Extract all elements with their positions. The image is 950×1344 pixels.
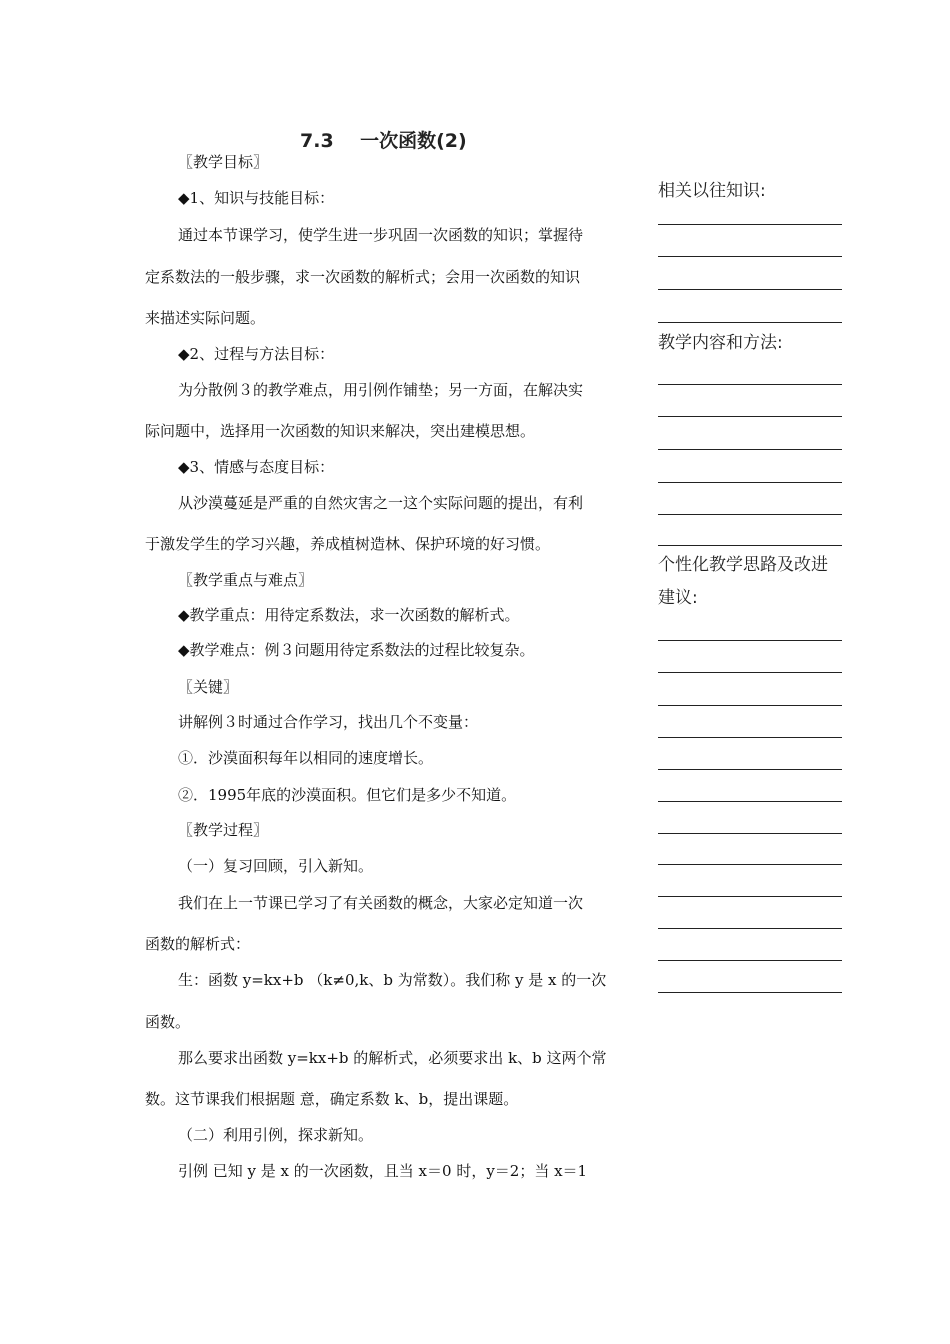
goal-2-heading: ◆2、过程与方法目标： <box>178 345 335 363</box>
blank-line <box>658 384 842 385</box>
difficulty-line: ◆教学难点：例３问题用待定系数法的过程比较复杂。 <box>178 641 535 659</box>
page-title: 7.3 一次函数(2) <box>300 130 467 152</box>
paragraph-line: 际问题中，选择用一次函数的知识来解决，突出建模思想。 <box>145 422 536 440</box>
section-heading-goals: 〖教学目标〗 <box>178 153 269 171</box>
paragraph-line: 通过本节课学习，使学生进一步巩固一次函数的知识；掌握待 <box>178 226 584 244</box>
subsection-heading: （二）利用引例，探求新知。 <box>178 1126 374 1144</box>
blank-line <box>658 514 842 515</box>
sidebar-heading-content-methods: 教学内容和方法: <box>658 333 783 353</box>
paragraph-line: 为分散例３的教学难点，用引例作铺垫；另一方面，在解决实 <box>178 381 584 399</box>
section-heading-process: 〖教学过程〗 <box>178 821 269 839</box>
paragraph-line: 引例 已知 y 是 x 的一次函数，且当 x＝0 时，y＝2；当 x＝1 <box>178 1162 588 1180</box>
section-heading-key-points: 〖教学重点与难点〗 <box>178 571 314 589</box>
paragraph-line: 讲解例３时通过合作学习，找出几个不变量： <box>178 713 479 731</box>
paragraph-line: 函数的解析式： <box>145 935 251 953</box>
blank-line <box>658 737 842 738</box>
goal-3-heading: ◆3、情感与态度目标： <box>178 458 335 476</box>
blank-line <box>658 449 842 450</box>
blank-line <box>658 545 842 546</box>
blank-line <box>658 801 842 802</box>
blank-line <box>658 322 842 323</box>
paragraph-line: 从沙漠蔓延是严重的自然灾害之一这个实际问题的提出，有利 <box>178 494 584 512</box>
blank-line <box>658 416 842 417</box>
blank-line <box>658 833 842 834</box>
blank-line <box>658 224 842 225</box>
goal-1-heading: ◆1、知识与技能目标： <box>178 189 335 207</box>
paragraph-line: 那么要求出函数 y=kx+b 的解析式，必须要求出 k、b 这两个常 <box>178 1049 607 1067</box>
blank-line <box>658 864 842 865</box>
blank-line <box>658 640 842 641</box>
paragraph-line: 定系数法的一般步骤，求一次函数的解析式；会用一次函数的知识 <box>145 268 581 286</box>
blank-line <box>658 769 842 770</box>
blank-line <box>658 289 842 290</box>
blank-line <box>658 928 842 929</box>
paragraph-line: 来描述实际问题。 <box>145 309 266 327</box>
sidebar-heading-suggestions: 建议: <box>658 588 698 608</box>
paragraph-line: 于激发学生的学习兴趣，养成植树造林、保护环境的好习惯。 <box>145 535 551 553</box>
section-heading-key: 〖关键〗 <box>178 678 239 696</box>
blank-line <box>658 705 842 706</box>
paragraph-line: 我们在上一节课已学习了有关函数的概念，大家必定知道一次 <box>178 894 584 912</box>
key-point-line: ◆教学重点：用待定系数法，求一次函数的解析式。 <box>178 606 520 624</box>
list-item: ①．沙漠面积每年以相同的速度增长。 <box>178 749 434 767</box>
paragraph-line: 数。这节课我们根据题 意，确定系数 k、b，提出课题。 <box>145 1090 519 1108</box>
paragraph-line: 函数。 <box>145 1013 191 1031</box>
list-item: ②．1995年底的沙漠面积。但它们是多少不知道。 <box>178 786 517 804</box>
paragraph-line: 生：函数 y=kx+b （k≠0,k、b 为常数）。我们称 y 是 x 的一次 <box>178 971 607 989</box>
sidebar-heading-personal-ideas: 个性化教学思路及改进 <box>658 555 828 575</box>
sidebar-heading-prior-knowledge: 相关以往知识: <box>658 181 766 201</box>
blank-line <box>658 256 842 257</box>
blank-line <box>658 482 842 483</box>
blank-line <box>658 992 842 993</box>
subsection-heading: （一）复习回顾，引入新知。 <box>178 857 374 875</box>
blank-line <box>658 672 842 673</box>
blank-line <box>658 960 842 961</box>
blank-line <box>658 896 842 897</box>
